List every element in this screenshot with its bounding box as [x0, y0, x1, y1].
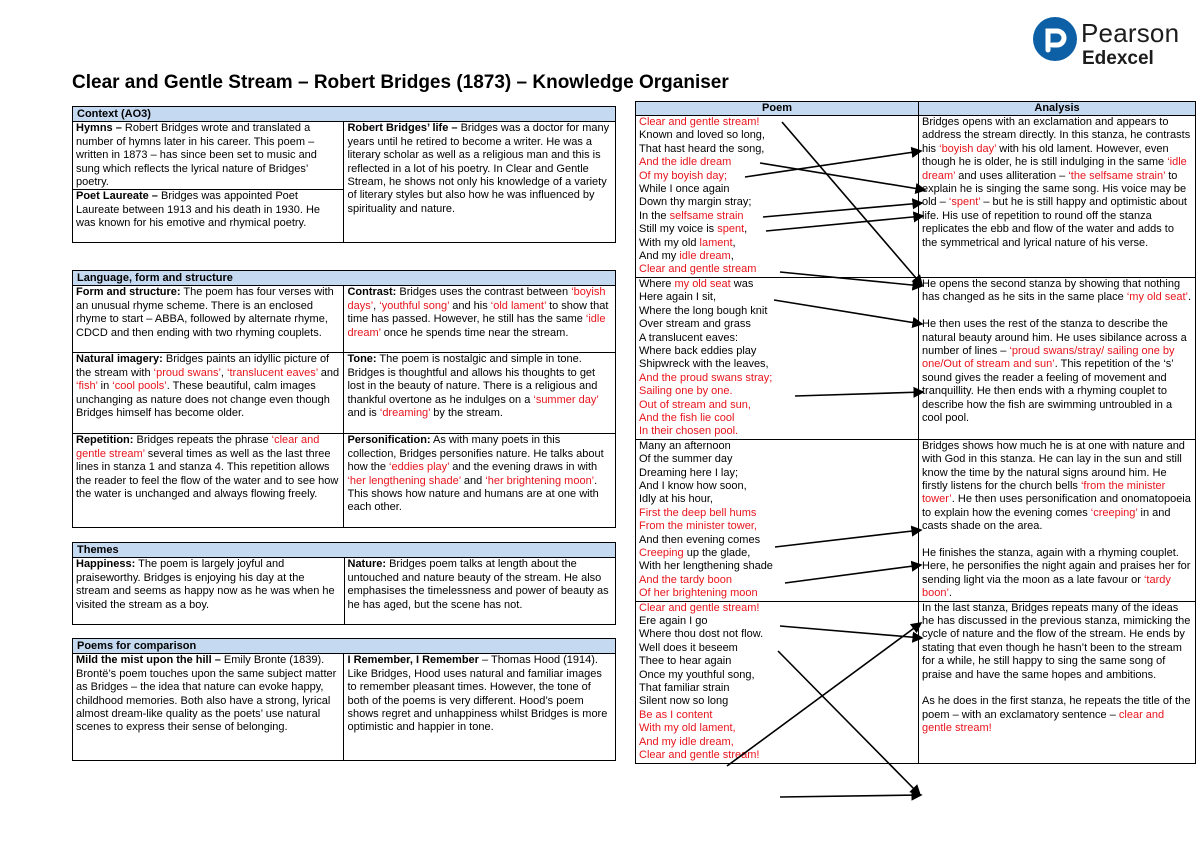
pearson-p-icon	[1033, 17, 1077, 61]
stanza-3-poem	[636, 439, 919, 601]
context-table	[72, 106, 616, 243]
poem-line: Where the long bough knit	[639, 304, 768, 317]
poem-line: A translucent eaves:	[639, 331, 739, 344]
poem-line: And the fish lie cool	[639, 411, 735, 424]
poem-line: And my idle dream,	[639, 250, 734, 263]
poem-line: While I once again	[639, 183, 730, 196]
poem-line: In the selfsame strain	[639, 209, 744, 222]
analysis-text: . This repetition of the ‘s’ sound gives the reader a feeling of movement and tranquillity. He then ends with a rhyming couplet to describe how the fish are swimming untroubled in a cool pool.	[922, 358, 1174, 424]
poem-line: Of the summer day	[639, 453, 733, 466]
poem-line: Clear and gentle stream	[639, 263, 757, 276]
stanza-2-analysis	[919, 277, 1196, 439]
poem-line: Here again I sit,	[639, 291, 717, 304]
page-title: Clear and Gentle Stream – Robert Bridges (1873) – Knowledge Organiser	[72, 72, 729, 93]
comparison-table	[72, 638, 616, 761]
arrow-line	[780, 795, 921, 797]
analysis-text: He opens the second stanza by showing that nothing has changed as he sits in the same place	[922, 277, 1181, 304]
poem-line: From the minister tower,	[639, 520, 757, 533]
poem-line: That hast heard the song,	[639, 142, 765, 155]
analysis-text: He finishes the stanza, again with a rhyming couplet. Here, he personifies the night again and praises her for sending light via the moon as a late favour or	[922, 547, 1191, 586]
poem-line: Clear and gentle stream!	[639, 601, 760, 614]
poem-line: Be as I content	[639, 708, 713, 721]
poem-line: And then evening comes	[639, 533, 761, 546]
poem-line: Clear and gentle stream!	[639, 116, 760, 128]
poem-line: Dreaming here I lay;	[639, 466, 739, 479]
stanza-2-poem	[636, 277, 919, 439]
poem-line: And I know how soon,	[639, 479, 747, 492]
imagery-cell: Natural imagery: Bridges paints an idyllic picture of the stream with ‘proud swans’, ‘translucent eaves’ and ‘fish’ in ‘cool pools’. These beautiful, calm images unchanging as nature does not change even though Bridges himself has become older.	[73, 353, 344, 434]
poem-line: In their chosen pool.	[639, 425, 739, 438]
analysis-text: . He then uses personification and onomatopoeia to explain how the evening comes	[922, 493, 1191, 519]
analysis-text: .	[1188, 291, 1192, 304]
poem-column-header: Poem	[636, 102, 919, 116]
personification-cell: Personification: As with many poets in this collection, Bridges personifies nature. He talks about how the ‘eddies play’ and the evening draws in with ‘her lengthening shade’ and ‘her brightening moon’. This shows how nature and humans are at one with each other.	[344, 434, 616, 528]
hymns-cell: Hymns – Robert Bridges wrote and translated a number of hymns later in his career. This poem – written in 1873 – has since been set to music and sung which reflects the lyrical nature of Bridges’ poetry.	[73, 122, 344, 190]
poem-analysis-table	[635, 101, 1196, 764]
poem-line: First the deep bell hums	[639, 506, 757, 519]
poem-line: With her lengthening shade	[639, 560, 773, 573]
contrast-cell: Contrast: Bridges uses the contrast between ‘boyish days’, ‘youthful song’ and his ‘old lament’ to show that time has passed. However, he still has the same ‘idle dream’ once he spends time near the stream.	[344, 286, 616, 353]
stanza-4-analysis	[919, 601, 1196, 763]
poem-line: That familiar strain	[639, 682, 730, 695]
poem-line: Where my old seat was	[639, 277, 754, 290]
poem-line: Shipwreck with the leaves,	[639, 358, 769, 371]
poem-line: Where thou dost not flow.	[639, 628, 764, 641]
poem-line: Ere again I go	[639, 615, 708, 628]
analysis-quote: ‘my old seat’	[1126, 291, 1188, 304]
stanza-4-poem	[636, 601, 919, 763]
tone-cell: Tone: The poem is nostalgic and simple in tone. Bridges is thoughtful and allows his thoughts to get lost in the beauty of nature. There is a religious and thankful overtone as he indulges on a ‘summer day’ and is ‘dreaming’ by the stream.	[344, 353, 616, 434]
poem-line: With my old lament,	[639, 722, 736, 735]
pearson-logo	[1033, 17, 1180, 69]
logo-name: Pearson	[1081, 18, 1180, 48]
analysis-text: Bridges opens with an exclamation and appears to address the stream directly. In this stanza, he contrasts his	[922, 116, 1191, 155]
repetition-cell: Repetition: Bridges repeats the phrase ‘clear and gentle stream’ several times as well as the last three lines in stanza 1 and stanza 4. This repetition allows the reader to feel the flow of the water and to see how the water is unchanged and always flowing freely.	[73, 434, 344, 528]
poem-line: Idly at his hour,	[639, 493, 713, 506]
poem-line: Well does it beseem	[639, 641, 738, 654]
analysis-text: He then uses the rest of the stanza to describe the natural beauty around him. He uses sibilance across a number of lines –	[922, 318, 1187, 357]
analysis-quote: ‘the selfsame strain’	[1068, 169, 1166, 182]
analysis-text: and uses alliteration –	[955, 169, 1069, 182]
life-cell: Robert Bridges’ life – Bridges was a doctor for many years until he retired to become a writer. He was a literary scholar as well as a religious man and this is reflected in a lot of his poetry. In Clear and Gentle Stream, he shows not only his knowledge of a variety of literary styles but also how he was influenced by spirituality and nature.	[344, 122, 616, 243]
poem-line: Once my youthful song,	[639, 668, 755, 681]
poem-line: And the tardy boon	[639, 573, 732, 586]
stanza-1-analysis	[919, 116, 1196, 278]
poem-line: Thee to hear again	[639, 655, 732, 668]
poem-line: Of her brightening moon	[639, 587, 758, 600]
language-table	[72, 270, 616, 528]
analysis-text: Bridges shows how much he is at one with nature and with God in this stanza. He can lay in the sun and still know the time by the natural signs around him. He firstly listens for the church bells	[922, 439, 1185, 492]
themes-header: Themes	[73, 543, 616, 558]
poem-line: Still my voice is spent,	[639, 223, 748, 236]
poem-line: Silent now so long	[639, 695, 729, 708]
analysis-quote: ‘proud swans/stray/ sailing one by one/Out of stream and sun’	[922, 344, 1175, 371]
poem-line: Over stream and grass	[639, 318, 751, 331]
poem-line: Down thy margin stray;	[639, 196, 752, 209]
analysis-quote: ‘tardy boon’	[922, 573, 1171, 600]
poem-line: Creeping up the glade,	[639, 547, 751, 559]
stanza-1-poem	[636, 116, 919, 278]
themes-table	[72, 542, 616, 625]
poem-line: Where back eddies play	[639, 344, 757, 357]
analysis-quote: ‘spent’	[948, 196, 981, 209]
poem-line: Of my boyish day;	[639, 169, 728, 182]
analysis-column-header: Analysis	[919, 102, 1196, 116]
stanza-3-analysis	[919, 439, 1196, 601]
analysis-quote: ‘boyish day’	[939, 142, 997, 155]
poem-line: With my old lament,	[639, 236, 736, 249]
laureate-cell: Poet Laureate – Bridges was appointed Poet Laureate between 1913 and his death in 1930. He was known for his emotive and rhymical poetry.	[73, 190, 344, 243]
nature-cell: Nature: Bridges poem talks at length about the untouched and nature beauty of the stream. He also emphasises the timelessness and power of beauty as he has aged, but the scene has not.	[344, 558, 616, 625]
poem-line: Known and loved so long,	[639, 129, 765, 142]
analysis-text: to explain he is singing the same song. His voice may be old –	[922, 169, 1187, 209]
i-remember-cell: I Remember, I Remember – Thomas Hood (1914). Like Bridges, Hood uses natural and familiar images to remember pleasant times. However, the tone of both of the poems is very different. Hood’s poem shows regret and unhappiness whilst Bridges is more optimistic and happier in tone.	[344, 654, 616, 761]
analysis-text: In the last stanza, Bridges repeats many of the ideas he has discussed in the previous stanza, mimicking the cycle of nature and the flow of the stream. He ends by stating that even though he hasn’t been to the stream for a while, he still happy to sing the same song of praise and have the same hopes and ambitions.	[922, 601, 1191, 681]
form-cell: Form and structure: The poem has four verses with an unusual rhyme scheme. There is an enclosed rhyme to start – ABBA, followed by alternate rhyme, CDCD and then ending with two rhyming couplets.	[73, 286, 344, 353]
analysis-text: – but he is still happy and optimistic about life. His use of repetition to round off the stanza replicates the ebb and flow of the water and adds to the symmetrical and lyrical nature of his verse.	[922, 196, 1187, 249]
analysis-text: with his old lament. However, even though he is older, he is still indulging in the same	[922, 142, 1169, 169]
comparison-header: Poems for comparison	[73, 639, 616, 654]
mild-mist-cell: Mild the mist upon the hill – Emily Bronte (1839). Brontë’s poem touches upon the same subject matter as Bridges – the idea that nature can evoke happy, childhood memories. Both also have a strong, lyrical almost dream-like quality as the poets’ use natural scenes to express their sense of belonging.	[73, 654, 344, 761]
poem-line: Out of stream and sun,	[639, 398, 751, 411]
analysis-quote: ‘from the minister tower’	[922, 479, 1166, 506]
context-header: Context (AO3)	[73, 107, 616, 122]
analysis-quote: clear and gentle stream!	[922, 708, 1165, 735]
poem-line: And the proud swans stray;	[639, 371, 773, 384]
analysis-quote: ‘creeping’	[1090, 506, 1138, 519]
analysis-text: .	[948, 587, 952, 600]
happiness-cell: Happiness: The poem is largely joyful and praiseworthy. Bridges is enjoying his day at the stream and seems as happy now as he was when he visited the stream as a boy.	[73, 558, 345, 625]
poem-line: Many an afternoon	[639, 439, 731, 452]
logo-subtitle: Edexcel	[1082, 48, 1154, 69]
poem-line: And the idle dream	[639, 156, 732, 169]
poem-line: Sailing one by one.	[639, 385, 733, 398]
language-header: Language, form and structure	[73, 271, 616, 286]
analysis-text: As he does in the first stanza, he repeats the title of the poem – with an exclamatory sentence –	[922, 695, 1191, 721]
poem-line: Clear and gentle stream!	[639, 749, 760, 762]
poem-line: And my idle dream,	[639, 735, 734, 748]
analysis-text: in and casts shade on the area.	[922, 506, 1171, 533]
analysis-quote: ‘idle dream’	[922, 156, 1187, 182]
